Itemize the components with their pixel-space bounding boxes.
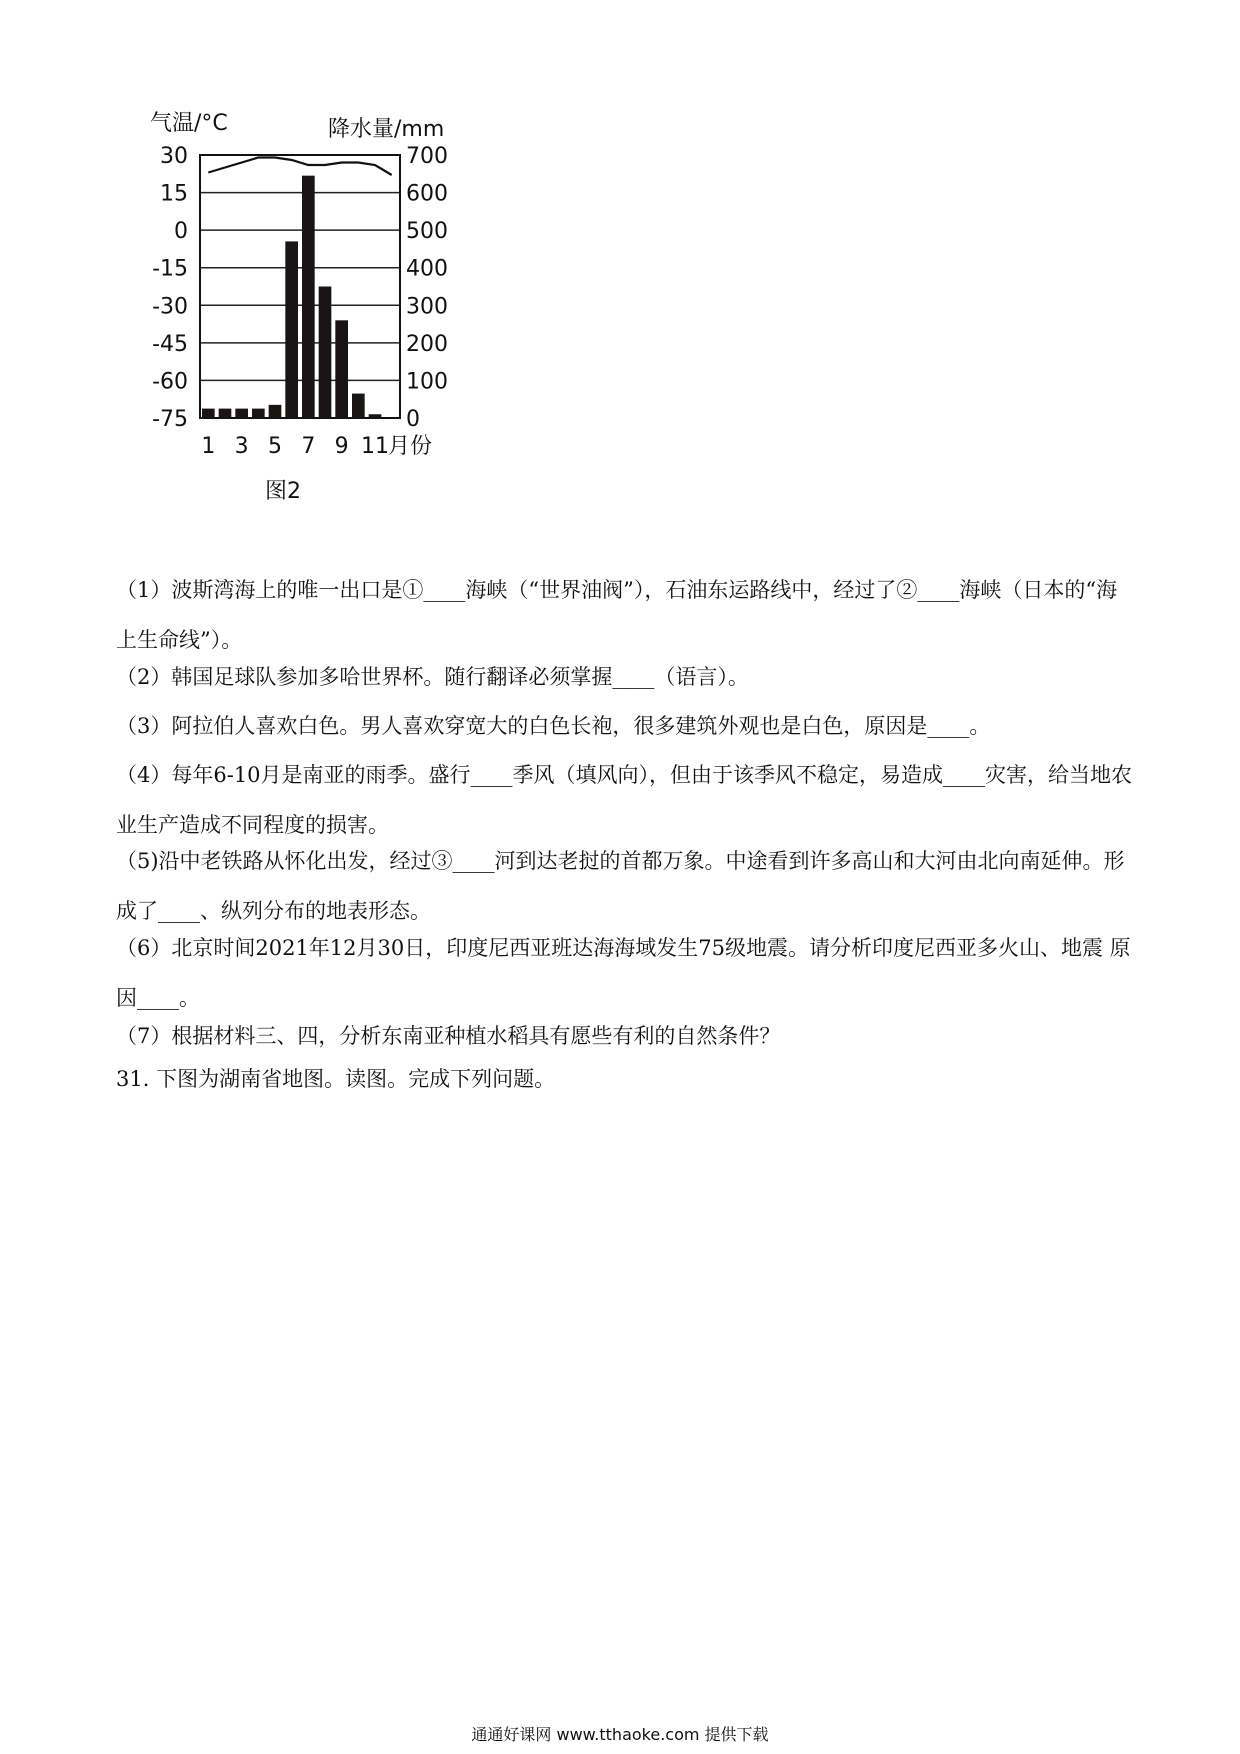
page-footer: 通通好课网 www.tthaoke.com 提供下载: [471, 1725, 769, 1744]
plot-frame: [200, 155, 400, 418]
precipitation-bar: [235, 409, 248, 418]
precipitation-bar: [219, 409, 232, 418]
precipitation-bar: [302, 176, 315, 418]
temp-tick-label: -75: [152, 407, 188, 432]
temp-tick-label: -45: [152, 331, 188, 357]
precip-tick-label: 700: [406, 144, 448, 169]
temperature-line: [208, 158, 391, 176]
question-7: （7）根据材料三、四，分析东南亚种植水稻具有愿些有利的自然条件？: [116, 1024, 781, 1048]
precipitation-bar: [252, 409, 265, 418]
precip-tick-label: 200: [406, 331, 448, 357]
precip-tick-label: 600: [406, 181, 448, 207]
temp-tick-label: 30: [160, 144, 188, 169]
temp-ticks: [152, 144, 188, 432]
x-tick-label: 11: [361, 434, 389, 459]
climate-chart: [150, 110, 530, 570]
precipitation-bar: [335, 320, 348, 418]
question-4: （4）每年6-10月是南亚的雨季。盛行____季风（填风向），但由于该季风不稳定，易造成____灾害，给当地农业生产造成不同程度的损害。: [116, 763, 1133, 837]
temp-tick-label: -30: [152, 294, 188, 320]
precipitation-bar: [285, 241, 298, 418]
precipitation-bar: [352, 394, 365, 418]
temp-tick-label: -15: [152, 256, 188, 282]
precip-axis-label: 降水量/mm: [328, 117, 445, 142]
question-5: （5)沿中老铁路从怀化出发，经过③____河到达老挝的首都万象。中途看到许多高山和大河由北向南延伸。形成了____、纵列分布的地表形态。: [116, 849, 1125, 923]
x-axis-label: 月份: [388, 434, 433, 459]
x-tick-label: 9: [334, 434, 349, 459]
x-tick-label: 7: [301, 434, 316, 459]
x-tick-label: 3: [234, 434, 249, 459]
precipitation-bar: [269, 405, 282, 418]
precip-tick-label: 100: [406, 369, 448, 395]
precipitation-bar: [202, 409, 215, 418]
x-ticks: [201, 434, 389, 459]
temp-tick-label: 0: [174, 219, 188, 245]
question-31-intro: 31. 下图为湖南省地图。读图。完成下列问题。: [116, 1067, 556, 1091]
question-2: （2）韩国足球队参加多哈世界杯。随行翻译必须掌握____（语言）。: [116, 665, 749, 689]
chart-caption: 图2: [265, 479, 301, 504]
precip-tick-label: 400: [406, 256, 448, 282]
precip-tick-label: 0: [406, 407, 420, 432]
x-tick-label: 1: [201, 434, 216, 459]
question-1: （1）波斯湾海上的唯一出口是①____海峡（“世界油阀”），石油东运路线中，经过了②____海峡（日本的“海上生命线”）。: [116, 578, 1118, 652]
plot-area: [200, 155, 400, 418]
question-3: （3）阿拉伯人喜欢白色。男人喜欢穿宽大的白色长袍，很多建筑外观也是白色，原因是____。: [116, 714, 991, 738]
temp-tick-label: -60: [152, 369, 188, 395]
temp-axis-label: 气温/°C: [150, 111, 228, 136]
precipitation-bar: [319, 287, 332, 419]
temp-tick-label: 15: [160, 181, 188, 207]
precip-ticks: [406, 144, 448, 432]
precip-tick-label: 300: [406, 294, 448, 320]
precipitation-bar: [369, 414, 382, 418]
precip-tick-label: 500: [406, 219, 448, 245]
x-tick-label: 5: [268, 434, 282, 459]
question-6: （6）北京时间2021年12月30日，印度尼西亚班达海海域发生75级地震。请分析印度尼西亚多火山、地震 原因____。: [116, 936, 1131, 1010]
